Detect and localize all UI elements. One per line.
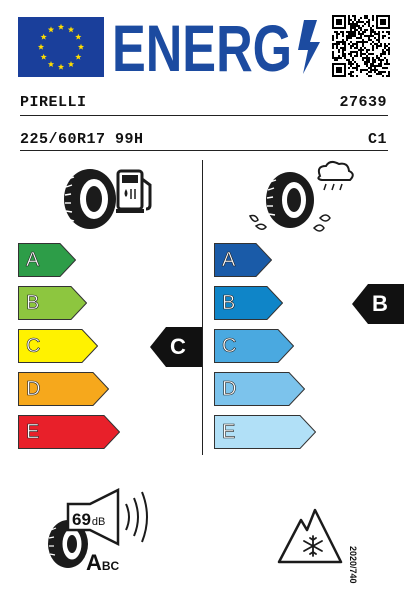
- wet-grip-rating-indicator: [352, 284, 404, 324]
- fuel-efficiency-bar-c: [18, 329, 98, 363]
- fuel-efficiency-rating: C: [170, 334, 186, 359]
- column-divider: [202, 160, 203, 455]
- fuel-efficiency-bar-e: [18, 415, 120, 449]
- fuel-efficiency-bar-d: [18, 372, 109, 406]
- wet-grip-bar-d: [214, 372, 305, 406]
- energy-title-text: ENERG: [112, 14, 292, 80]
- wet-grip-bar-b: [214, 286, 283, 320]
- regulation-number: 2020/740: [348, 546, 358, 584]
- tyre-size: 225/60R17 99H: [20, 131, 144, 148]
- wet-grip-bar-a: [214, 243, 272, 277]
- noise-class-other: BC: [101, 559, 120, 573]
- wet-grip-bar-label: D: [222, 378, 237, 400]
- wet-grip-bar-label: B: [222, 292, 236, 314]
- wet-grip-bar-label: A: [222, 249, 236, 271]
- noise-class-active: A: [86, 550, 102, 575]
- fuel-efficiency-bar-label: D: [26, 378, 41, 400]
- wet-grip-bar-label: E: [222, 421, 236, 443]
- lightning-icon: [298, 20, 320, 74]
- tyre-class: C1: [367, 131, 387, 148]
- divider: [20, 150, 388, 151]
- wet-grip-icon: [244, 160, 359, 238]
- qr-code-icon: [332, 15, 390, 77]
- eu-flag: [18, 17, 104, 77]
- wet-grip-bar-c: [214, 329, 294, 363]
- supplier-name: PIRELLI: [20, 94, 87, 111]
- noise-unit: dB: [91, 516, 106, 528]
- fuel-efficiency-bar-label: E: [26, 421, 40, 443]
- qr-code: [332, 15, 390, 77]
- noise-class: [86, 550, 119, 576]
- fuel-efficiency-bar-label: B: [26, 292, 40, 314]
- noise-level: [72, 510, 105, 530]
- wet-grip-bar-label: C: [222, 335, 237, 357]
- severe-snow-icon: [277, 506, 343, 564]
- fuel-efficiency-bar-b: [18, 286, 87, 320]
- fuel-efficiency-bar-a: [18, 243, 76, 277]
- noise-value: 69: [72, 510, 91, 529]
- type-identifier: 27639: [339, 94, 387, 111]
- fuel-efficiency-bar-label: C: [26, 335, 41, 357]
- divider: [20, 115, 388, 116]
- fuel-efficiency-icon: [60, 165, 160, 233]
- fuel-efficiency-bar-label: A: [26, 249, 40, 271]
- wet-grip-bar-e: [214, 415, 316, 449]
- fuel-efficiency-rating-indicator: [150, 327, 202, 367]
- eu-flag-icon: [18, 17, 104, 77]
- energy-title: [112, 14, 324, 80]
- wet-grip-rating: B: [372, 291, 388, 316]
